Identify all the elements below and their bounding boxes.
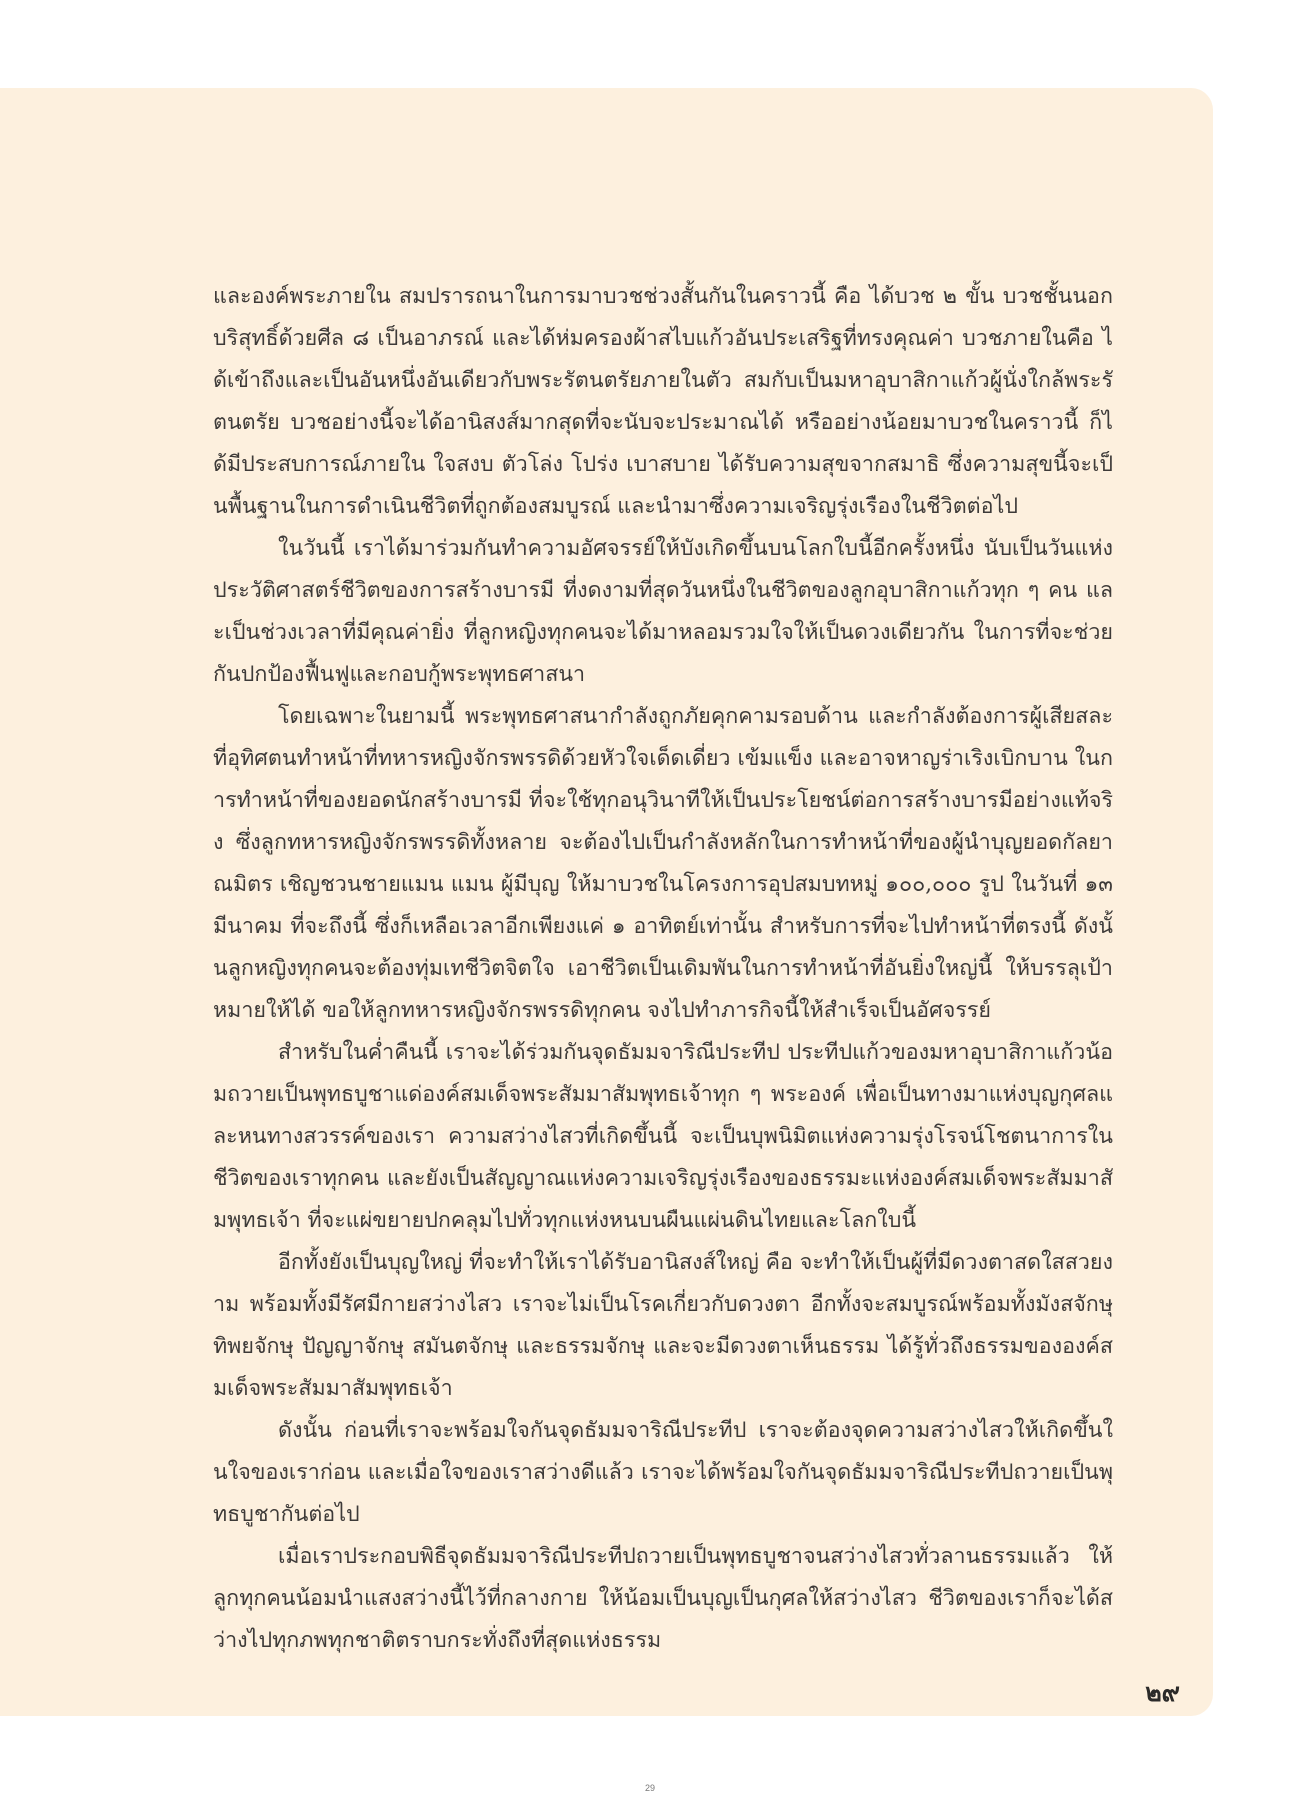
paragraph-4: สำหรับในค่ำคืนนี้ เราจะได้ร่วมกันจุดธัมมจาริณีประทีป ประทีปแก้วของมหาอุบาสิกาแก้วน้อมถวายเป็นพุทธบูชาแด่องค์สมเด็จพระสัมมาสัมพุทธเจ้าทุก ๆ พระองค์ เพื่อเป็นทางมาแห่งบุญกุศลและหนทางสวรรค์ของเรา ความสว่างไสวที่เกิดขึ้นนี้ จะเป็นบุพนิมิตแห่งความรุ่งโรจน์โชตนาการในชีวิตของเราทุกคน และยังเป็นสัญญาณแห่งความเจริญรุ่งเรืองของธรรมะแห่งองค์สมเด็จพระสัมมาสัมพุทธเจ้า ที่จะแผ่ขยายปกคลุมไปทั่วทุกแห่งหนบนผืนแผ่นดินไทยและโลกใบนี้	[213, 1040, 1113, 1233]
paragraph-1: และองค์พระภายใน สมปรารถนาในการมาบวชช่วงสั้นกันในคราวนี้ คือ ได้บวช ๒ ขั้น บวชชั้นนอกบริสุทธิ์ด้วยศีล ๘ เป็นอาภรณ์ และได้ห่มครองผ้าสไบแก้วอันประเสริฐที่ทรงคุณค่า บวชภายในคือ ได้เข้าถึงและเป็นอันหนึ่งอันเดียวกับพระรัตนตรัยภายในตัว สมกับเป็นมหาอุบาสิกาแก้วผู้นั่งใกล้พระรัตนตรัย บวชอย่างนี้จะได้อานิสงส์มากสุดที่จะนับจะประมาณได้ หรืออย่างน้อยมาบวชในคราวนี้ ก็ได้มีประสบการณ์ภายใน ใจสงบ ตัวโล่ง โปร่ง เบาสบาย ได้รับความสุขจากสมาธิ ซึ่งความสุขนี้จะเป็นพื้นฐานในการดำเนินชีวิตที่ถูกต้องสมบูรณ์ และนำมาซึ่งความเจริญรุ่งเรืองในชีวิตต่อไป	[213, 284, 1113, 519]
paragraph-2: ในวันนี้ เราได้มาร่วมกันทำความอัศจรรย์ให้บังเกิดขึ้นบนโลกใบนี้อีกครั้งหนึ่ง นับเป็นวันแห่งประวัติศาสตร์ชีวิตของการสร้างบารมี ที่งดงามที่สุดวันหนึ่งในชีวิตของลูกอุบาสิกาแก้วทุก ๆ คน และเป็นช่วงเวลาที่มีคุณค่ายิ่ง ที่ลูกหญิงทุกคนจะได้มาหลอมรวมใจให้เป็นดวงเดียวกัน ในการที่จะช่วยกันปกป้องฟื้นฟูและกอบกู้พระพุทธศาสนา	[213, 536, 1113, 687]
footer-page-number: 29	[644, 1783, 655, 1793]
article-body	[213, 276, 1113, 1662]
content-panel	[0, 88, 1213, 1716]
paragraph-7: เมื่อเราประกอบพิธีจุดธัมมจาริณีประทีปถวายเป็นพุทธบูชาจนสว่างไสวทั่วลานธรรมแล้ว ให้ลูกทุกคนน้อมนำแสงสว่างนี้ไว้ที่กลางกาย ให้น้อมเป็นบุญเป็นกุศลให้สว่างไสว ชีวิตของเราก็จะได้สว่างไปทุกภพทุกชาติตราบกระทั่งถึงที่สุดแห่งธรรม	[213, 1544, 1113, 1653]
paragraph-3: โดยเฉพาะในยามนี้ พระพุทธศาสนากำลังถูกภัยคุกคามรอบด้าน และกำลังต้องการผู้เสียสละ ที่อุทิศตนทำหน้าที่ทหารหญิงจักรพรรดิด้วยหัวใจเด็ดเดี่ยว เข้มแข็ง และอาจหาญร่าเริงเบิกบาน ในการทำหน้าที่ของยอดนักสร้างบารมี ที่จะใช้ทุกอนุวินาทีให้เป็นประโยชน์ต่อการสร้างบารมีอย่างแท้จริง ซึ่งลูกทหารหญิงจักรพรรดิทั้งหลาย จะต้องไปเป็นกำลังหลักในการทำหน้าที่ของผู้นำบุญยอดกัลยาณมิตร เชิญชวนชายแมน แมน ผู้มีบุญ ให้มาบวชในโครงการอุปสมบทหมู่ ๑๐๐,๐๐๐ รูป ในวันที่ ๑๓ มีนาคม ที่จะถึงนี้ ซึ่งก็เหลือเวลาอีกเพียงแค่ ๑ อาทิตย์เท่านั้น สำหรับการที่จะไปทำหน้าที่ตรงนี้ ดังนั้นลูกหญิงทุกคนจะต้องทุ่มเทชีวิตจิตใจ เอาชีวิตเป็นเดิมพันในการทำหน้าที่อันยิ่งใหญ่นี้ ให้บรรลุเป้าหมายให้ได้ ขอให้ลูกทหารหญิงจักรพรรดิทุกคน จงไปทำภารกิจนี้ให้สำเร็จเป็นอัศจรรย์	[213, 704, 1114, 1023]
paragraph-6: ดังนั้น ก่อนที่เราจะพร้อมใจกันจุดธัมมจาริณีประทีป เราจะต้องจุดความสว่างไสวให้เกิดขึ้นในใจของเราก่อน และเมื่อใจของเราสว่างดีแล้ว เราจะได้พร้อมใจกันจุดธัมมจาริณีประทีปถวายเป็นพุทธบูชากันต่อไป	[213, 1418, 1113, 1527]
page-number: ๒๙	[1145, 1678, 1180, 1707]
paragraph-5: อีกทั้งยังเป็นบุญใหญ่ ที่จะทำให้เราได้รับอานิสงส์ใหญ่ คือ จะทำให้เป็นผู้ที่มีดวงตาสดใสสวยงาม พร้อมทั้งมีรัศมีกายสว่างไสว เราจะไม่เป็นโรคเกี่ยวกับดวงตา อีกทั้งจะสมบูรณ์พร้อมทั้งมังสจักษุ ทิพยจักษุ ปัญญาจักษุ สมันตจักษุ และธรรมจักษุ และจะมีดวงตาเห็นธรรม ได้รู้ทั่วถึงธรรมขององค์สมเด็จพระสัมมาสัมพุทธเจ้า	[213, 1250, 1113, 1401]
